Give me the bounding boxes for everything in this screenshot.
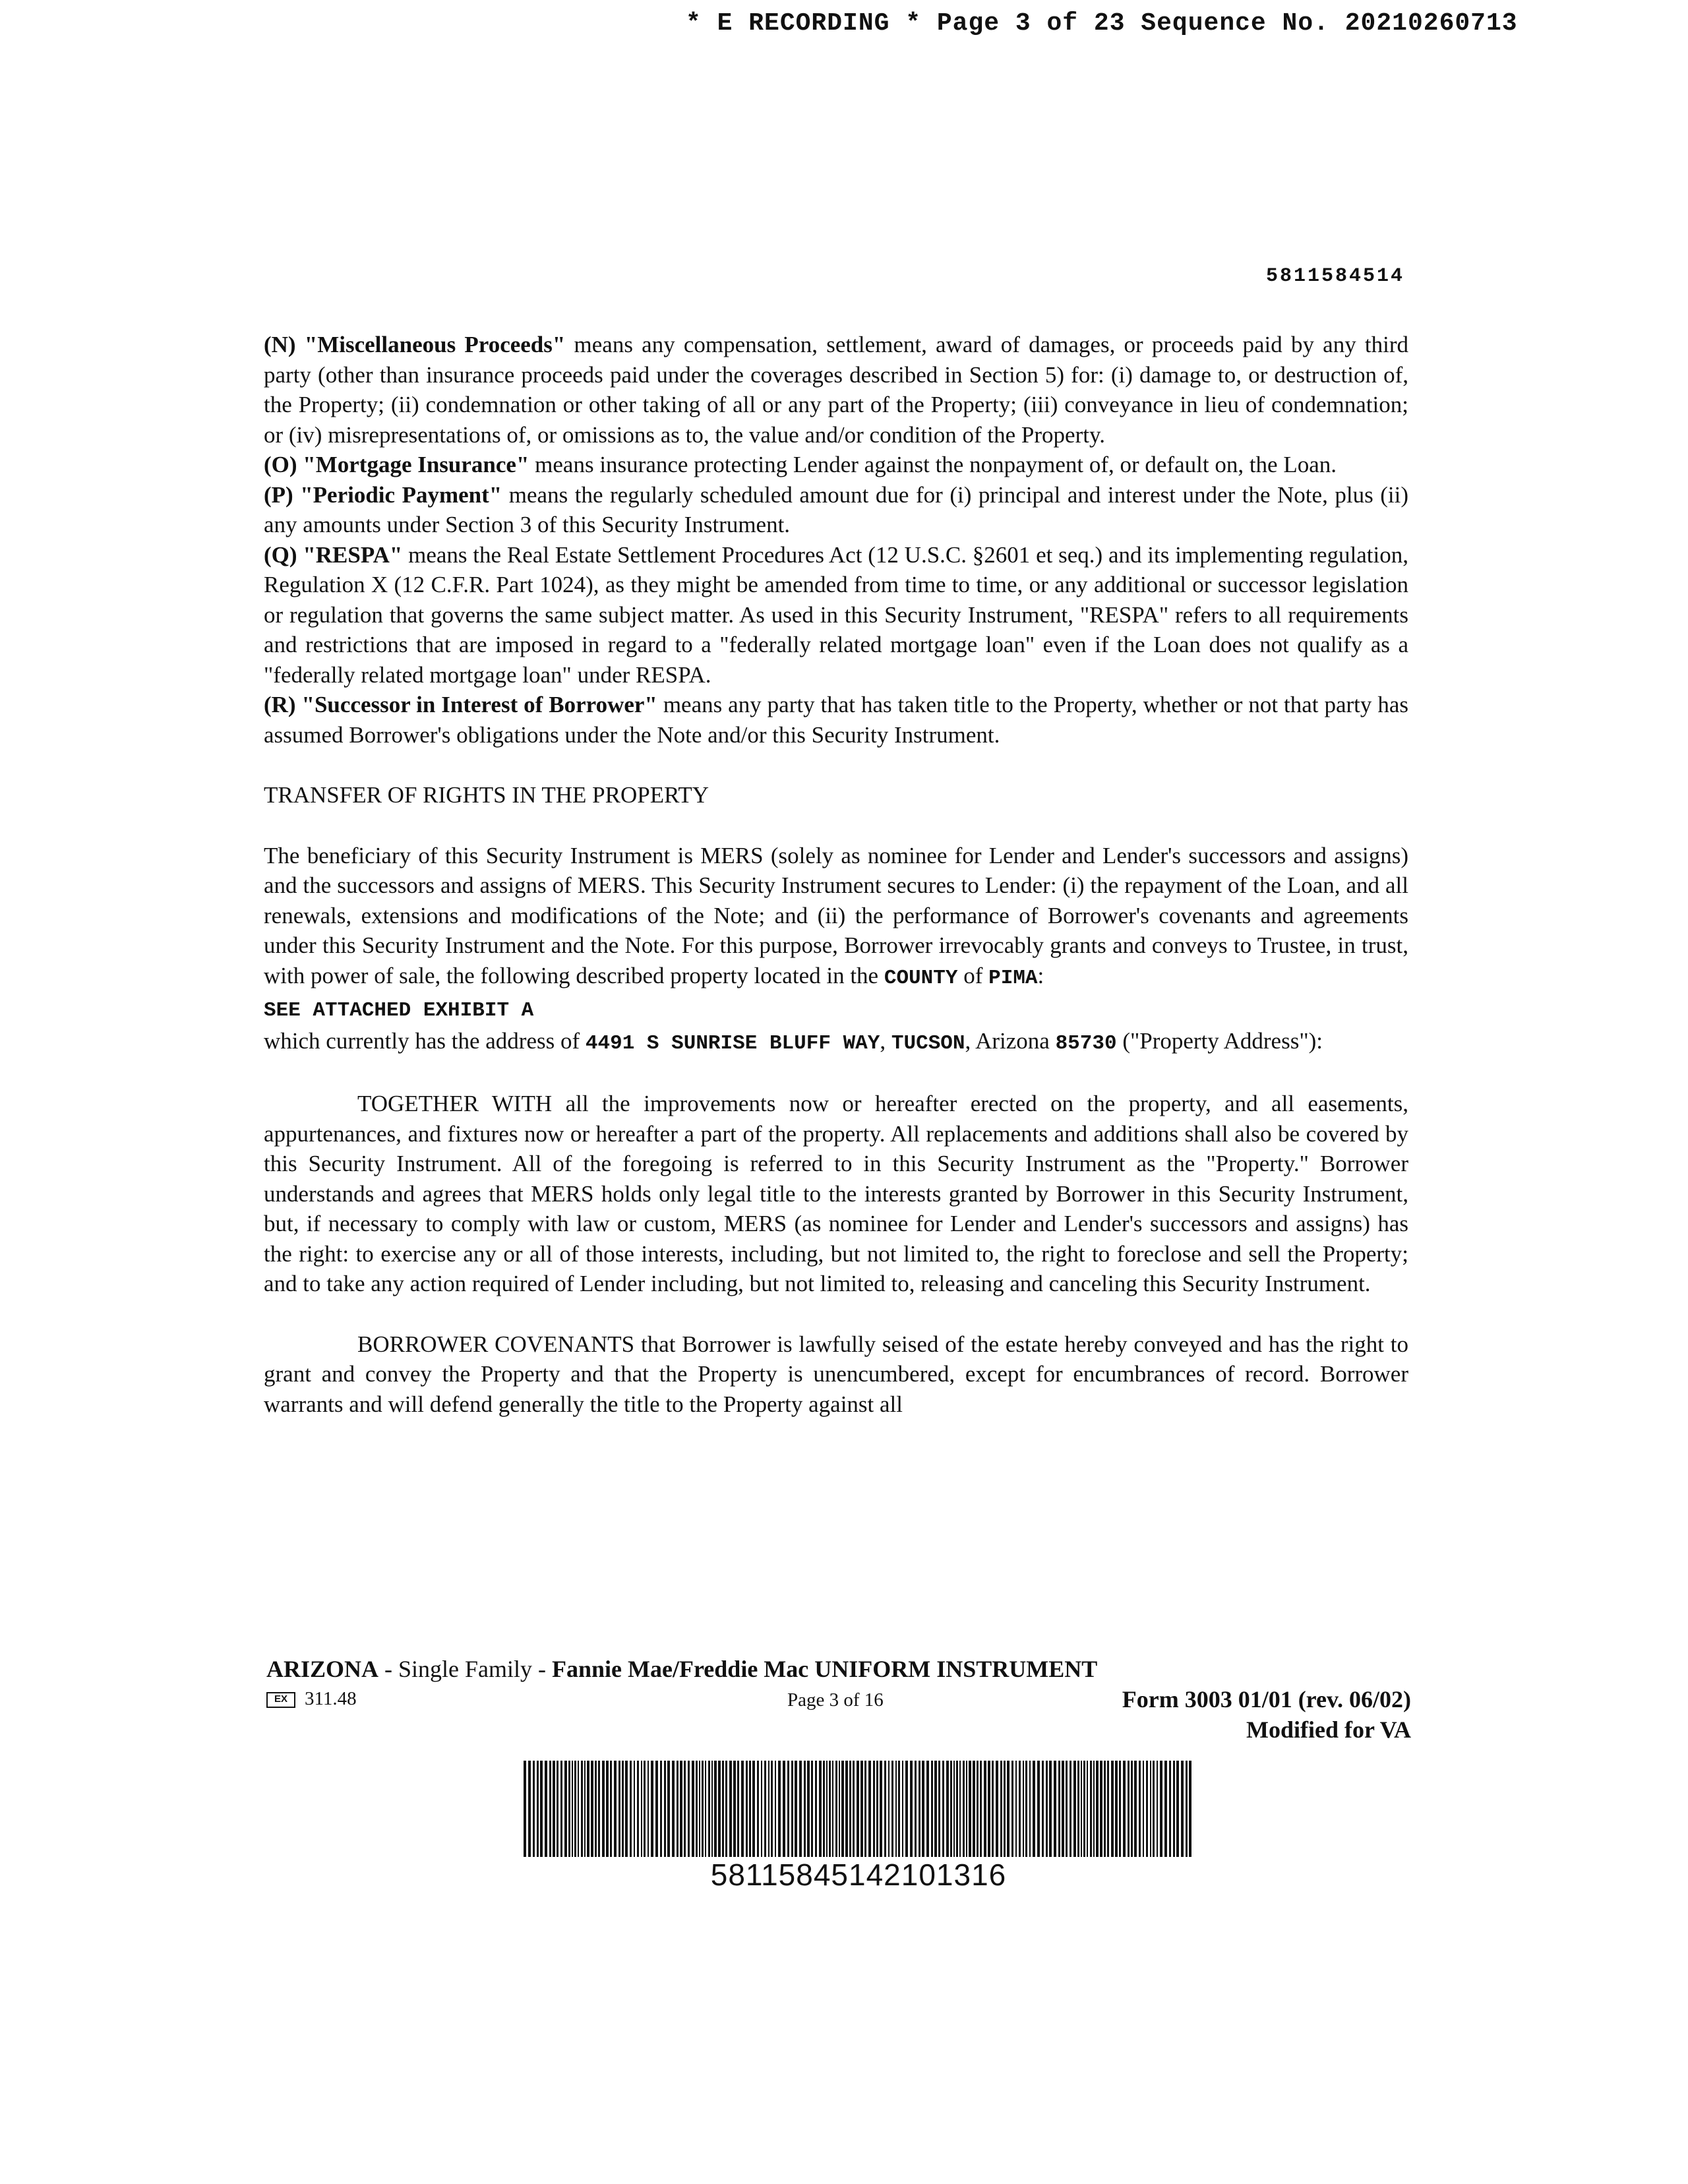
beneficiary-paragraph xyxy=(264,841,1408,1059)
barcode-bar xyxy=(956,1761,958,1857)
barcode-bar xyxy=(557,1761,558,1857)
barcode-bar xyxy=(1104,1761,1106,1857)
form-number: Form 3003 01/01 (rev. 06/02) xyxy=(1122,1686,1411,1713)
barcode-bar xyxy=(1070,1761,1071,1857)
barcode-bar xyxy=(648,1761,649,1857)
barcode-bar xyxy=(857,1761,859,1857)
barcode-bar xyxy=(696,1761,698,1857)
footer-page-number: Page 3 of 16 xyxy=(787,1689,884,1711)
form-code xyxy=(266,1688,357,1710)
barcode-bar xyxy=(787,1761,789,1857)
section-title-transfer: TRANSFER OF RIGHTS IN THE PROPERTY xyxy=(264,782,709,808)
of-word: of xyxy=(957,962,989,988)
barcode-bar xyxy=(1173,1761,1175,1857)
barcode-bar xyxy=(1000,1761,1002,1857)
barcode-bar xyxy=(595,1761,597,1857)
footer-family: - Single Family - xyxy=(378,1656,553,1682)
barcode-bar xyxy=(729,1761,732,1857)
barcode-bar xyxy=(1083,1761,1085,1857)
barcode-bar xyxy=(722,1761,724,1857)
barcode-bar xyxy=(587,1761,589,1857)
barcode-bar xyxy=(884,1761,886,1857)
barcode-bar xyxy=(1073,1761,1076,1857)
barcode-bar xyxy=(614,1761,617,1857)
definition-miscellaneous-proceeds xyxy=(264,330,1408,450)
barcode-bar xyxy=(1176,1761,1179,1857)
barcode-bar xyxy=(795,1761,797,1857)
barcode-bar xyxy=(1015,1761,1017,1857)
barcode-bar xyxy=(684,1761,686,1857)
barcode-bar xyxy=(1123,1761,1126,1857)
barcode-bar xyxy=(634,1761,635,1857)
barcode-bar xyxy=(733,1761,736,1857)
spacer xyxy=(264,810,1408,841)
definition-term: (O) "Mortgage Insurance" xyxy=(264,452,529,477)
barcode-bar xyxy=(864,1761,866,1857)
barcode-bar xyxy=(711,1761,713,1857)
barcode-bar xyxy=(574,1761,576,1857)
barcode-bar xyxy=(823,1761,825,1857)
barcode-bar xyxy=(1134,1761,1137,1857)
barcode-bar xyxy=(1093,1761,1095,1857)
barcode-bar xyxy=(677,1761,678,1857)
barcode-bar xyxy=(537,1761,539,1857)
barcode-bar xyxy=(1025,1761,1027,1857)
barcode-bar xyxy=(572,1761,573,1857)
barcode-bar xyxy=(655,1761,658,1857)
barcode-bar xyxy=(1143,1761,1144,1857)
barcode-bar xyxy=(984,1761,986,1857)
barcode-bar xyxy=(568,1761,570,1857)
barcode-bar xyxy=(660,1761,662,1857)
barcode-bar xyxy=(1107,1761,1109,1857)
barcode-bar xyxy=(804,1761,806,1857)
barcode-bar xyxy=(622,1761,624,1857)
barcode-bar xyxy=(841,1761,844,1857)
barcode-bar xyxy=(524,1761,526,1857)
barcode-bar xyxy=(988,1761,990,1857)
barcode-bar xyxy=(1049,1761,1052,1857)
barcode-bar xyxy=(637,1761,639,1857)
footer-instrument-line xyxy=(266,1655,1411,1683)
recording-header: * E RECORDING * Page 3 of 23 Sequence No. 20210260713 xyxy=(686,9,1518,38)
barcode-bar xyxy=(849,1761,851,1857)
barcode-bar xyxy=(549,1761,551,1857)
barcode-bar xyxy=(919,1761,920,1857)
barcode-bar xyxy=(845,1761,848,1857)
barcode-bar xyxy=(1007,1761,1010,1857)
barcode-bar xyxy=(880,1761,882,1857)
definition-text: means the regularly scheduled amount due for (i) principal and interest under the Note, plus (ii) any amounts under Section 3 of this Security Instrument. xyxy=(264,481,1408,537)
barcode-bar xyxy=(1139,1761,1141,1857)
barcode-bar xyxy=(826,1761,828,1857)
barcode-bar xyxy=(1146,1761,1148,1857)
definition-text: means the Real Estate Settlement Procedures Act (12 U.S.C. §2601 et seq.) and its implementing regulation, Regulation X (12 C.F.R. Part 1024), as they might be amended from time to time, or any additional or successor legislation or regulation that governs the same subject matter. As used in this Security Instrument, "RESPA" refers to all requirements and restrictions that are imposed in regard to a "federally related mortgage loan" even if the Loan does not qualify as a "federally related mortgage loan" under RESPA. xyxy=(264,541,1408,688)
barcode-bar xyxy=(651,1761,653,1857)
barcode-bar xyxy=(708,1761,710,1857)
barcode-bar xyxy=(775,1761,776,1857)
definition-mortgage-insurance xyxy=(264,450,1408,480)
footer-instrument: Fannie Mae/Freddie Mac UNIFORM INSTRUMENT xyxy=(552,1656,1098,1682)
barcode-bar xyxy=(641,1761,642,1857)
barcode-bar xyxy=(564,1761,567,1857)
barcode-bar xyxy=(1090,1761,1092,1857)
barcode-bar xyxy=(980,1761,982,1857)
barcode-bar xyxy=(996,1761,998,1857)
definition-term: (Q) "RESPA" xyxy=(264,541,403,568)
barcode-bar xyxy=(1153,1761,1155,1857)
barcode-bar xyxy=(905,1761,908,1857)
barcode-bar xyxy=(891,1761,893,1857)
barcode-bar xyxy=(672,1761,675,1857)
form-code-number: 311.48 xyxy=(305,1688,357,1709)
barcode-bar xyxy=(545,1761,547,1857)
barcode-bar xyxy=(1011,1761,1013,1857)
barcode-bar xyxy=(783,1761,785,1857)
barcode-bar xyxy=(1004,1761,1006,1857)
barcode-number: 58115845142101316 xyxy=(710,1858,1007,1892)
barcode-bar xyxy=(761,1761,762,1857)
barcode-bar xyxy=(1054,1761,1056,1857)
barcode-bar xyxy=(873,1761,875,1857)
barcode-bar xyxy=(725,1761,727,1857)
barcode-bar xyxy=(1037,1761,1040,1857)
footer-state: ARIZONA xyxy=(266,1656,379,1682)
definition-text: means any party that has taken title to the Property, whether or not that party has assumed Borrower's obligations under the Note and/or this Security Instrument. xyxy=(264,692,1408,748)
barcode-bar xyxy=(764,1761,766,1857)
barcode-bar xyxy=(606,1761,609,1857)
barcode-bar xyxy=(680,1761,682,1857)
barcode-bar xyxy=(618,1761,620,1857)
barcode-bar xyxy=(934,1761,937,1857)
property-zip: 85730 xyxy=(1055,1031,1117,1055)
barcode-bar xyxy=(602,1761,605,1857)
barcode-bar xyxy=(1111,1761,1114,1857)
barcode-bar xyxy=(973,1761,975,1857)
barcode-bar xyxy=(1058,1761,1060,1857)
barcode-bar xyxy=(1100,1761,1102,1857)
barcode-bar xyxy=(895,1761,897,1857)
barcode-bar xyxy=(1019,1761,1021,1857)
ex-logo-icon: EX xyxy=(266,1692,295,1708)
county-name: PIMA xyxy=(988,966,1038,990)
barcode-bar xyxy=(1186,1761,1188,1857)
loan-number: 5811584514 xyxy=(1265,265,1404,288)
barcode-bar xyxy=(1029,1761,1031,1857)
barcode-bar xyxy=(953,1761,955,1857)
barcode-bar xyxy=(829,1761,831,1857)
barcode-bar xyxy=(860,1761,863,1857)
barcode-bar xyxy=(807,1761,810,1857)
barcode-bar xyxy=(1160,1761,1162,1857)
barcode-bar xyxy=(1157,1761,1158,1857)
barcode-bar xyxy=(791,1761,793,1857)
barcode-bar xyxy=(902,1761,903,1857)
barcode-bar xyxy=(1164,1761,1167,1857)
barcode-bar xyxy=(664,1761,666,1857)
definition-text: means any compensation, settlement, award of damages, or proceeds paid by any third party (other than insurance proceeds paid under the coverages described in Section 5) for: (i) damage to, or destruction of, the Property; (ii) condemnation or other taking of all or any part of the Property; (iii) conveyance in lieu of condemnation; or (iv) misrepresentations of, or omissions as to, the value and/or condition of the Property. xyxy=(264,332,1409,448)
barcode-bar xyxy=(959,1761,961,1857)
barcode-bar xyxy=(688,1761,690,1857)
barcode-graphic xyxy=(524,1761,1193,1857)
document-body xyxy=(264,330,1408,1419)
barcode-bar xyxy=(644,1761,646,1857)
barcode-bar xyxy=(910,1761,913,1857)
barcode-bar xyxy=(533,1761,535,1857)
barcode-bar xyxy=(1189,1761,1191,1857)
barcode-bar xyxy=(741,1761,744,1857)
beneficiary-text: The beneficiary of this Security Instrument is MERS (solely as nominee for Lender and Lender's successors and assigns) and the successors and assigns of MERS. This Security Instrument secures to Lender: (i) the repayment of the Loan, and all renewals, extensions and modifications of the Note; and (ii) the performance of Borrower's covenants and agreements under this Security Instrument and the Note. For this purpose, Borrower irrevocably grants and conveys to Trustee, in trust, with power of sale, the following described property located in the xyxy=(264,842,1408,988)
barcode-bar xyxy=(799,1761,802,1857)
barcode-bar xyxy=(768,1761,769,1857)
barcode-bar xyxy=(950,1761,952,1857)
barcode-bar xyxy=(853,1761,855,1857)
county-label: COUNTY xyxy=(884,966,958,990)
barcode-bar xyxy=(771,1761,773,1857)
footer-form-line xyxy=(266,1685,1411,1714)
barcode-bar xyxy=(1150,1761,1151,1857)
definition-term: (R) "Successor in Interest of Borrower" xyxy=(264,692,657,717)
barcode-bar xyxy=(1169,1761,1171,1857)
barcode-bar xyxy=(966,1761,967,1857)
barcode-bar xyxy=(1033,1761,1035,1857)
barcode-bar xyxy=(778,1761,781,1857)
barcode-bar xyxy=(876,1761,878,1857)
barcode-bar xyxy=(1062,1761,1064,1857)
definition-successor-in-interest xyxy=(264,690,1408,750)
colon: : xyxy=(1037,962,1044,988)
barcode-bar xyxy=(591,1761,593,1857)
barcode-bar xyxy=(540,1761,543,1857)
barcode-bar xyxy=(1066,1761,1068,1857)
property-state: , Arizona xyxy=(965,1027,1056,1054)
barcode-bar xyxy=(630,1761,632,1857)
barcode-bar xyxy=(553,1761,555,1857)
barcode-bar xyxy=(811,1761,813,1857)
barcode-bar xyxy=(819,1761,822,1857)
barcode-bar xyxy=(581,1761,583,1857)
barcode-bar xyxy=(938,1761,940,1857)
barcode-bar xyxy=(757,1761,759,1857)
barcode-bar xyxy=(942,1761,944,1857)
barcode-bar xyxy=(963,1761,965,1857)
barcode-bar xyxy=(832,1761,833,1857)
barcode-bar xyxy=(528,1761,531,1857)
barcode-bar xyxy=(888,1761,889,1857)
barcode-bar xyxy=(1087,1761,1088,1857)
barcode-bar xyxy=(718,1761,721,1857)
barcode-bar xyxy=(839,1761,840,1857)
definition-periodic-payment xyxy=(264,480,1408,540)
barcode-bar xyxy=(705,1761,706,1857)
definition-term: (N) "Miscellaneous Proceeds" xyxy=(264,332,566,357)
definition-term: (P) "Periodic Payment" xyxy=(264,481,502,508)
barcode-bar xyxy=(946,1761,949,1857)
barcode-bar xyxy=(868,1761,871,1857)
barcode-bar xyxy=(625,1761,628,1857)
barcode-bar xyxy=(560,1761,562,1857)
barcode-bar xyxy=(922,1761,924,1857)
barcode-bar xyxy=(1096,1761,1099,1857)
barcode-bar xyxy=(926,1761,929,1857)
together-with-paragraph: TOGETHER WITH all the improvements now or hereafter erected on the property, and all easements, appurtenances, and fixtures now or hereafter a part of the property. All replacements and additions shall also be covered by this Security Instrument. All of the foregoing is referred to in this Security Instrument as the "Property." Borrower understands and agrees that MERS holds only legal title to the interests granted by Borrower in this Security Instrument, but, if necessary to comply with law or custom, MERS (as nominee for Lender and Lender's successors and assigns) has the right: to exercise any or all of those interests, including, but not limited to, the right to foreclose and sell the Property; and to take any action required of Lender including, but not limited to, releasing and canceling this Security Instrument. xyxy=(264,1091,1408,1296)
barcode-bar xyxy=(1115,1761,1118,1857)
barcode-bar xyxy=(692,1761,694,1857)
barcode-bar xyxy=(1042,1761,1044,1857)
barcode-bar xyxy=(1131,1761,1133,1857)
barcode-bar xyxy=(969,1761,971,1857)
barcode-bar xyxy=(977,1761,979,1857)
barcode-bar xyxy=(1128,1761,1130,1857)
barcode-bar xyxy=(702,1761,704,1857)
barcode-bar xyxy=(1023,1761,1024,1857)
address-suffix: ("Property Address"): xyxy=(1116,1027,1323,1054)
address-comma: , xyxy=(880,1027,891,1054)
barcode-bar xyxy=(815,1761,817,1857)
barcode-bar xyxy=(835,1761,837,1857)
definition-text: means insurance protecting Lender against the nonpayment of, or default on, the Loan. xyxy=(529,452,1337,477)
barcode-bar xyxy=(584,1761,586,1857)
barcode-bar xyxy=(1119,1761,1121,1857)
address-prefix: which currently has the address of xyxy=(264,1027,586,1054)
form-footer xyxy=(266,1655,1411,1744)
property-street: 4491 S SUNRISE BLUFF WAY xyxy=(585,1031,880,1055)
barcode-bar xyxy=(752,1761,755,1857)
spacer xyxy=(264,1299,1408,1329)
barcode-bar xyxy=(1046,1761,1048,1857)
modified-for-va: Modified for VA xyxy=(1246,1716,1411,1743)
spacer xyxy=(264,1058,1408,1089)
barcode-bar xyxy=(992,1761,994,1857)
barcode-bar xyxy=(1081,1761,1082,1857)
property-city: TUCSON xyxy=(891,1031,965,1055)
barcode-bar xyxy=(931,1761,933,1857)
barcode-bar xyxy=(915,1761,917,1857)
barcode-bar xyxy=(746,1761,748,1857)
barcode-bar xyxy=(749,1761,751,1857)
barcode-bar xyxy=(714,1761,717,1857)
barcode-bar xyxy=(610,1761,612,1857)
barcode-bar xyxy=(898,1761,900,1857)
barcode-bar xyxy=(578,1761,579,1857)
borrower-covenants-paragraph: BORROWER COVENANTS that Borrower is lawfully seised of the estate hereby conveyed and has the right to grant and convey the Property and that the Property is unencumbered, except for encumbrances of record. Borrower warrants and will defend generally the title to the Property against all xyxy=(264,1331,1408,1417)
barcode-bar xyxy=(1181,1761,1184,1857)
definition-respa xyxy=(264,540,1408,690)
barcode-bar xyxy=(598,1761,600,1857)
barcode-bar xyxy=(699,1761,700,1857)
barcode-bar xyxy=(737,1761,739,1857)
barcode-bar xyxy=(1077,1761,1079,1857)
exhibit-reference: SEE ATTACHED EXHIBIT A xyxy=(264,999,534,1022)
barcode-bar xyxy=(667,1761,670,1857)
